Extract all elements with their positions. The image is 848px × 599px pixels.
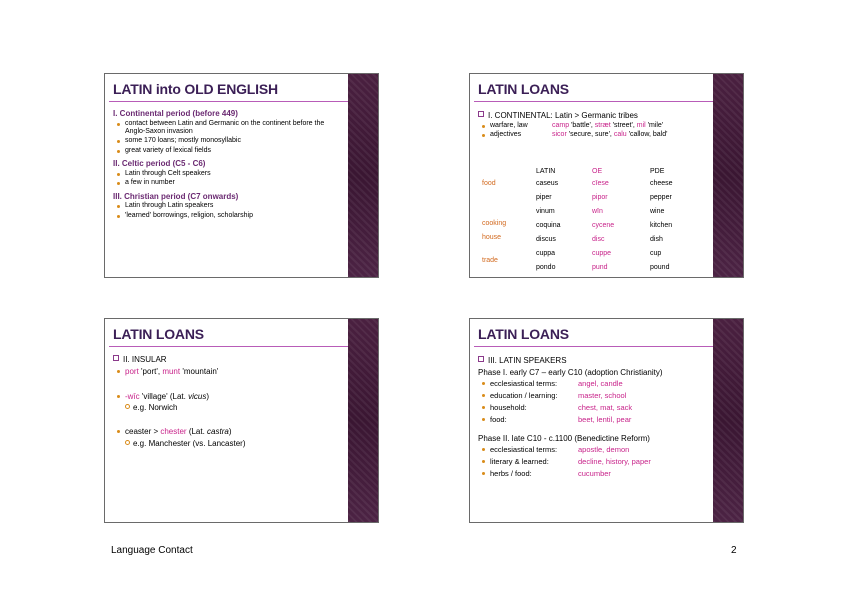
- ring-bullet-icon: [125, 440, 130, 445]
- square-bullet-icon: [478, 356, 484, 362]
- loanword: port: [125, 366, 139, 376]
- category-trade: trade: [482, 257, 498, 264]
- list-item: [478, 131, 709, 139]
- list-item: [478, 415, 709, 426]
- title-rule: [109, 346, 348, 347]
- row-label: literary & learned:: [490, 457, 549, 467]
- gloss-end: ): [206, 391, 209, 401]
- phase-heading: [478, 433, 709, 445]
- loanword: munt: [162, 366, 181, 376]
- loanword: camp: [552, 121, 570, 129]
- row-label: education / learning:: [490, 391, 558, 401]
- title-rule: [474, 346, 713, 347]
- footer-title: Language Contact: [111, 545, 193, 556]
- latin-word: cuppa: [536, 250, 556, 257]
- latin-word: caseus: [536, 180, 559, 187]
- source-word: ceaster >: [125, 427, 161, 437]
- list-item: contact between Latin and Germanic on the continent before the Anglo-Saxon invasion: [113, 120, 344, 137]
- slide-title: LATIN LOANS: [478, 81, 569, 97]
- example-text: e.g. Norwich: [133, 403, 178, 413]
- oe-word: wīn: [592, 208, 603, 215]
- latin-word: pondo: [536, 264, 556, 271]
- row-value: decline, history, paper: [578, 457, 651, 467]
- row-label: warfare, law: [490, 121, 528, 129]
- pde-word: pepper: [650, 194, 672, 201]
- row-label: ecclesiastical terms:: [490, 379, 558, 389]
- oe-word: disc: [592, 236, 605, 243]
- loanword: sicor: [552, 130, 567, 138]
- list-item: [478, 469, 709, 480]
- oe-word: pund: [592, 264, 608, 271]
- pde-word: cheese: [650, 180, 673, 187]
- pde-word: dish: [650, 236, 663, 243]
- list-item: [478, 391, 709, 402]
- oe-word: cīese: [592, 180, 609, 187]
- gloss: 'mountain': [180, 366, 219, 376]
- title-rule: [109, 101, 348, 102]
- slide-title: LATIN LOANS: [478, 326, 569, 342]
- pde-word: pound: [650, 264, 670, 271]
- slide-side-bar: [348, 74, 378, 277]
- row-value: apostle, demon: [578, 445, 630, 455]
- section-heading: I. Continental period (before 449): [113, 109, 238, 118]
- row-label: ecclesiastical terms:: [490, 445, 558, 455]
- list-item: some 170 loans; mostly monosyllabic: [113, 137, 344, 145]
- category-cooking: cooking: [482, 220, 507, 227]
- list-item: [113, 392, 344, 403]
- list-item: [478, 445, 709, 456]
- gloss-end: ): [228, 427, 232, 437]
- loanword: calu: [613, 130, 627, 138]
- slide-heading: [113, 355, 344, 366]
- category-food: food: [482, 180, 496, 187]
- section-heading: III. Christian period (C7 onwards): [113, 191, 239, 201]
- phase-heading: [478, 367, 709, 379]
- example: [113, 439, 344, 450]
- category-house: house: [482, 234, 502, 241]
- row-value: angel, candle: [578, 379, 623, 389]
- col-header-oe: OE: [592, 168, 603, 175]
- gloss: (Lat.: [186, 427, 208, 437]
- slide-body: [478, 111, 709, 140]
- slide-title: LATIN into OLD ENGLISH: [113, 81, 278, 97]
- slide-body: [478, 355, 709, 481]
- oe-word: pipor: [592, 194, 608, 201]
- pde-word: kitchen: [650, 222, 673, 229]
- heading-text: III. LATIN SPEAKERS: [488, 356, 567, 365]
- slide-3: [104, 318, 379, 523]
- col-header-pde: PDE: [650, 168, 665, 175]
- heading-text: II. INSULAR: [123, 355, 167, 364]
- latin-word: discus: [536, 236, 556, 243]
- example-text: e.g. Manchester (vs. Lancaster): [133, 438, 246, 448]
- list-item: 'learned' borrowings, religion, scholarship: [113, 212, 344, 220]
- list-item: Latin through Latin speakers: [113, 202, 344, 210]
- slide-side-bar: [713, 319, 743, 522]
- oe-word: cycene: [592, 222, 615, 229]
- page-number: 2: [731, 545, 737, 556]
- gloss: 'street',: [610, 121, 637, 129]
- latin-source: vicus: [188, 391, 207, 401]
- slide-title: LATIN LOANS: [113, 326, 204, 342]
- gloss: 'callow, bald': [626, 130, 668, 138]
- square-bullet-icon: [478, 111, 484, 117]
- row-value: beet, lentil, pear: [578, 414, 632, 424]
- oe-word: cuppe: [592, 250, 612, 257]
- slide-heading: [478, 111, 709, 121]
- row-label: household:: [490, 402, 527, 412]
- row-value: chest, mat, sack: [578, 402, 633, 412]
- phase-text: Phase I. early C7 – early C10 (adoption Christianity): [478, 367, 663, 377]
- row-value: master, school: [578, 391, 627, 401]
- slide-side-bar: [713, 74, 743, 277]
- list-item: [478, 403, 709, 414]
- latin-word: vinum: [536, 208, 555, 215]
- row-label: herbs / food:: [490, 469, 532, 479]
- gloss: 'port',: [138, 366, 163, 376]
- phase-text: Phase II. late C10 - c.1100 (Benedictine Reform): [478, 433, 650, 443]
- section-heading: II. Celtic period (C5 - C6): [113, 159, 206, 169]
- slide-heading: [478, 355, 709, 367]
- slide-body: [113, 355, 344, 450]
- row-label: food:: [490, 414, 507, 424]
- loanword: chester: [160, 427, 187, 437]
- list-item: [478, 457, 709, 468]
- slide-1: [104, 73, 379, 278]
- ring-bullet-icon: [125, 404, 130, 409]
- pde-word: cup: [650, 250, 662, 257]
- gloss: 'secure, sure',: [566, 130, 614, 138]
- list-item: Latin through Celt speakers: [113, 170, 344, 178]
- example: [113, 403, 344, 414]
- list-item: [113, 427, 344, 438]
- loanword: stræt: [594, 121, 611, 129]
- slide-4: [469, 318, 744, 523]
- col-header-latin: LATIN: [536, 168, 556, 175]
- list-item: [113, 367, 344, 378]
- pde-word: wine: [650, 208, 665, 215]
- heading-text: I. CONTINENTAL: Latin > Germanic tribes: [488, 111, 638, 120]
- title-rule: [474, 101, 713, 102]
- slide-body: [113, 107, 344, 221]
- gloss: 'village' (Lat.: [139, 391, 189, 401]
- row-value: cucumber: [578, 469, 611, 479]
- list-item: [478, 122, 709, 130]
- latin-word: piper: [536, 194, 552, 201]
- gloss: 'mile': [645, 121, 664, 129]
- latin-word: coquina: [536, 222, 561, 229]
- list-item: a few in number: [113, 179, 344, 187]
- row-label: adjectives: [490, 130, 522, 138]
- list-item: great variety of lexical fields: [113, 147, 344, 155]
- gloss: 'battle',: [569, 121, 595, 129]
- square-bullet-icon: [113, 355, 119, 361]
- slide-2: [469, 73, 744, 278]
- loanword: mil: [636, 121, 646, 129]
- slide-side-bar: [348, 319, 378, 522]
- loanword: -wīc: [125, 391, 140, 401]
- latin-source: castra: [207, 427, 229, 437]
- list-item: [478, 379, 709, 390]
